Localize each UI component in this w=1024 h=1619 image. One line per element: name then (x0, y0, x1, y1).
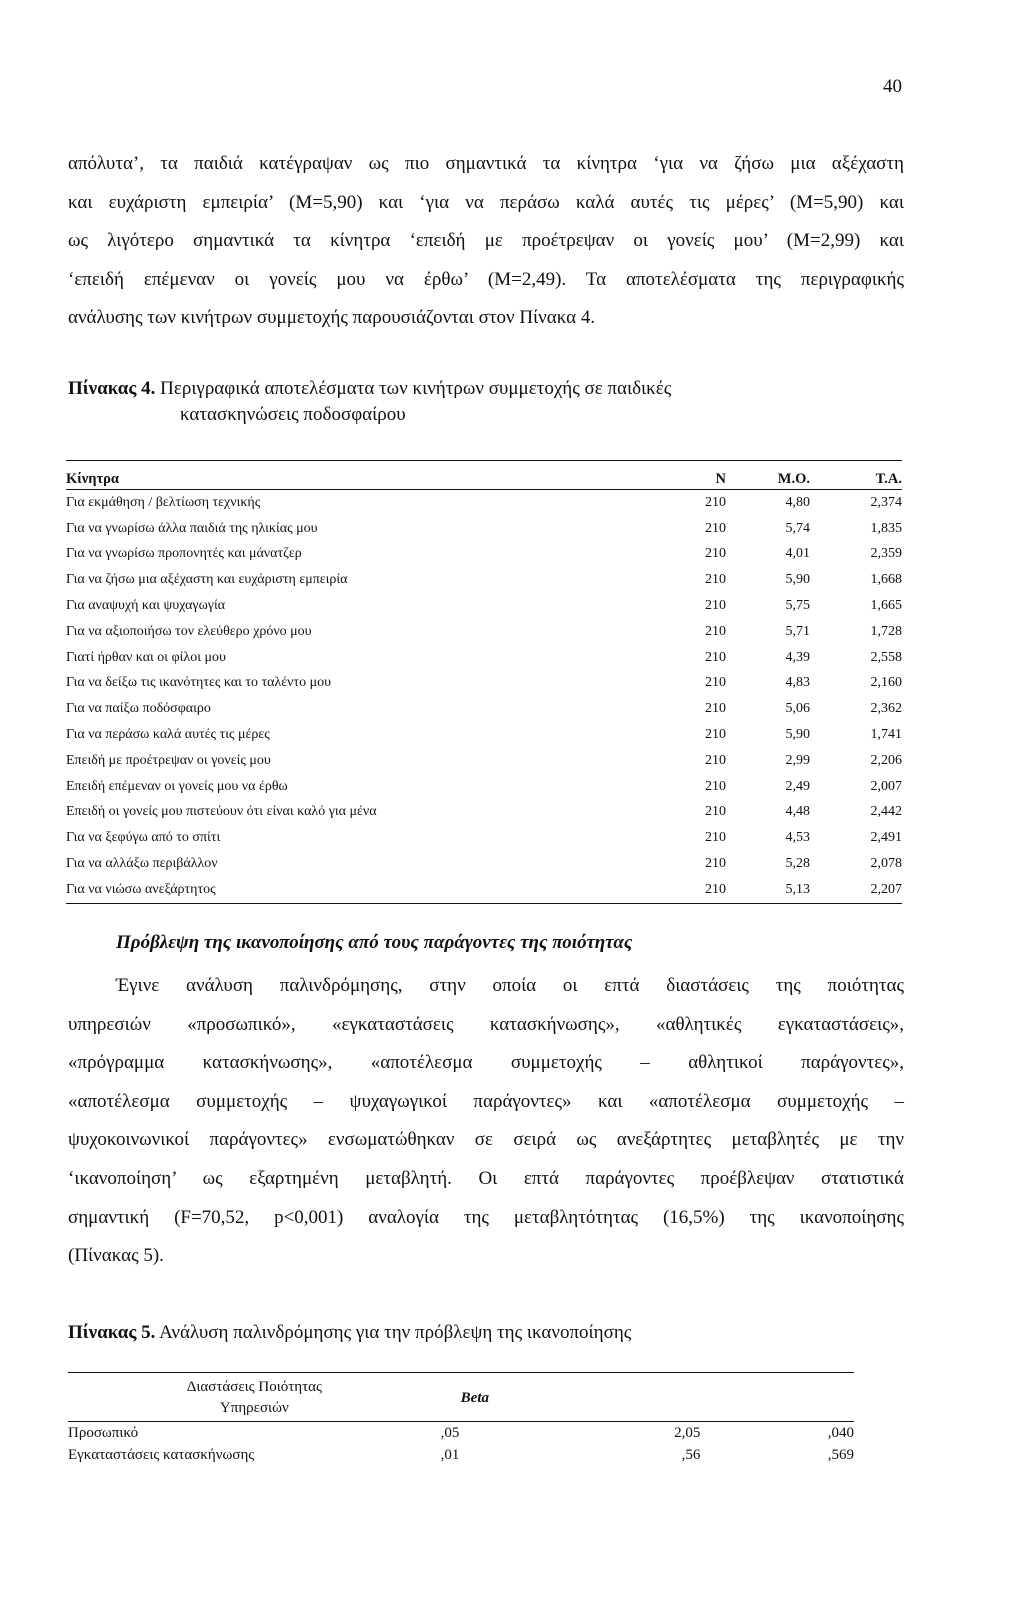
cell-n: 210 (705, 752, 726, 768)
cell-mean: 2,49 (785, 778, 810, 794)
cell-motive: Για να γνωρίσω άλλα παιδιά της ηλικίας μου (66, 520, 318, 536)
text-line: ψυχοκοινωνικοί παράγοντες» ενσωματώθηκαν σε σειρά ως ανεξάρτητες μεταβλητές με την (68, 1129, 904, 1151)
table4-caption-line1: Περιγραφικά αποτελέσματα των κινήτρων συμμετοχής σε παιδικές (160, 378, 672, 399)
cell-sd: 2,558 (870, 649, 902, 665)
text-line: «πρόγραμμα κατασκήνωσης», «αποτέλεσμα συμμετοχής – αθλητικοί παράγοντες», (68, 1052, 904, 1074)
paragraph-motives-summary (68, 145, 904, 338)
cell-motive: Για να αξιοποιήσω τον ελεύθερο χρόνο μου (66, 623, 312, 639)
table-row (66, 800, 902, 826)
cell-n: 210 (705, 804, 726, 820)
cell-p: ,569 (827, 1446, 854, 1463)
cell-n: 210 (705, 778, 726, 794)
cell-mean: 4,53 (785, 830, 810, 846)
cell-motive: Για εκμάθηση / βελτίωση τεχνικής (66, 494, 261, 510)
cell-n: 210 (705, 727, 726, 743)
cell-sd: 2,359 (870, 546, 902, 562)
page-number: 40 (883, 76, 902, 97)
cell-sd: 2,442 (870, 804, 902, 820)
text-line: (Πίνακας 5). (68, 1245, 164, 1267)
cell-motive: Γιατί ήρθαν και οι φίλοι μου (66, 649, 226, 665)
header-sd: Τ.Α. (810, 461, 902, 490)
cell-n: 210 (705, 546, 726, 562)
cell-n: 210 (705, 830, 726, 846)
cell-n: 210 (705, 572, 726, 588)
cell-motive: Για να νιώσω ανεξάρτητος (66, 877, 666, 903)
cell-mean: 4,01 (785, 546, 810, 562)
cell-motive: Επειδή επέμεναν οι γονείς μου να έρθω (66, 778, 288, 794)
cell-mean: 5,28 (785, 856, 810, 872)
section-title: Πρόβλεψη της ικανοποίησης από τους παράγοντες της ποιότητας (116, 932, 633, 953)
text-line: ως λιγότερο σημαντικά τα κίνητρα ‘επειδή με προέτρεψαν οι γονείς μου’ (Μ=2,99) και (68, 230, 904, 252)
cell-n: 210 (705, 623, 726, 639)
text-line: ‘ικανοποίηση’ ως εξαρτημένη μεταβλητή. Οι επτά παράγοντες προέβλεψαν στατιστικά (68, 1167, 904, 1189)
header-dimensions-line1: Διαστάσεις Ποιότητας (186, 1379, 322, 1395)
table-row (66, 671, 902, 697)
cell-n: 210 (705, 520, 726, 536)
table5-caption-text: Ανάλυση παλινδρόμησης για την πρόβλεψη της ικανοποίησης (159, 1322, 632, 1343)
text-line: ‘επειδή επέμεναν οι γονείς μου να έρθω’ (Μ=2,49). Τα αποτελέσματα της περιγραφικής (68, 268, 904, 290)
cell-sd: 1,741 (870, 727, 902, 743)
cell-motive: Για να γνωρίσω προπονητές και μάνατζερ (66, 546, 302, 562)
cell-n: 210 (705, 701, 726, 717)
table-row (68, 1444, 854, 1466)
table-row (66, 645, 902, 671)
cell-n: 210 (705, 649, 726, 665)
header-beta: Beta (441, 1373, 599, 1422)
cell-sd: 1,835 (870, 520, 902, 536)
cell-mean: 5,74 (785, 520, 810, 536)
cell-n: 210 (666, 877, 726, 903)
cell-motive: Για αναψυχή και ψυχαγωγία (66, 598, 226, 614)
cell-motive: Για να δείξω τις ικανότητες και το ταλέντο μου (66, 675, 332, 691)
text-line: υπηρεσιών «προσωπικό», «εγκαταστάσεις κατασκήνωσης», «αθλητικές εγκαταστάσεις», (68, 1013, 904, 1035)
table-row (66, 851, 902, 877)
cell-beta: ,05 (440, 1424, 460, 1441)
cell-sd: 1,728 (870, 623, 902, 639)
cell-dimension: Εγκαταστάσεις κατασκήνωσης (68, 1446, 255, 1463)
table-row (66, 490, 902, 516)
table4-label: Πίνακας 4. (68, 378, 156, 399)
table5-caption (68, 1322, 631, 1344)
table-row (66, 619, 902, 645)
cell-mean: 4,80 (785, 494, 810, 510)
text-line: απόλυτα’, τα παιδιά κατέγραψαν ως πιο σημαντικά τα κίνητρα ‘για να ζήσω μια αξέχαστη (68, 153, 904, 174)
text-line: Έγινε ανάλυση παλινδρόμησης, στην οποία οι επτά διαστάσεις της ποιότητας (116, 975, 904, 996)
cell-t: ,56 (681, 1446, 701, 1463)
cell-motive: Για να περάσω καλά αυτές τις μέρες (66, 727, 270, 743)
table-header-row (68, 1373, 854, 1422)
header-dimensions-line2: Υπηρεσιών (219, 1400, 289, 1416)
cell-mean: 5,06 (785, 701, 810, 717)
cell-sd: 1,665 (870, 598, 902, 614)
cell-sd: 2,160 (870, 675, 902, 691)
cell-sd: 2,078 (870, 856, 902, 872)
table4-caption (68, 376, 904, 428)
cell-mean: 5,90 (785, 572, 810, 588)
table-row (66, 516, 902, 542)
cell-motive: Επειδή με προέτρεψαν οι γονείς μου (66, 752, 271, 768)
table4-motives (66, 460, 902, 904)
cell-sd: 1,668 (870, 572, 902, 588)
header-dimensions (68, 1373, 441, 1422)
table-row (66, 877, 902, 903)
cell-mean: 5,90 (785, 727, 810, 743)
header-mean: Μ.Ο. (726, 461, 810, 490)
cell-motive: Για να παίξω ποδόσφαιρο (66, 701, 211, 717)
cell-n: 210 (705, 598, 726, 614)
table-row (66, 825, 902, 851)
cell-mean: 4,48 (785, 804, 810, 820)
cell-beta: ,01 (440, 1446, 460, 1463)
text-line: ανάλυσης των κινήτρων συμμετοχής παρουσιάζονται στον Πίνακα 4. (68, 307, 596, 329)
text-line: «αποτέλεσμα συμμετοχής – ψυχαγωγικοί παράγοντες» και «αποτέλεσμα συμμετοχής – (68, 1090, 904, 1112)
cell-mean: 2,99 (785, 752, 810, 768)
cell-sd: 2,491 (870, 830, 902, 846)
cell-sd: 2,362 (870, 701, 902, 717)
table-row (66, 696, 902, 722)
table-row (66, 748, 902, 774)
header-motive: Κίνητρα (66, 461, 666, 490)
table5-regression (68, 1372, 854, 1466)
table-header-row (66, 461, 902, 490)
cell-n: 210 (705, 494, 726, 510)
header-t-blank (599, 1373, 701, 1422)
cell-motive: Για να ζήσω μια αξέχαστη και ευχάριστη εμπειρία (66, 572, 348, 588)
cell-sd: 2,207 (810, 877, 902, 903)
cell-n: 210 (705, 856, 726, 872)
cell-motive: Για να αλλάξω περιβάλλον (66, 856, 218, 872)
table-row (66, 567, 902, 593)
cell-motive: Για να ξεφύγω από το σπίτι (66, 830, 221, 846)
cell-motive: Επειδή οι γονείς μου πιστεύουν ότι είναι καλό για μένα (66, 804, 377, 820)
table-row (66, 593, 902, 619)
paragraph-regression (68, 967, 904, 1276)
table-row (66, 722, 902, 748)
cell-sd: 2,007 (870, 778, 902, 794)
table4-caption-line2: κατασκηνώσεις ποδοσφαίρου (180, 404, 406, 425)
text-line: σημαντική (F=70,52, p<0,001) αναλογία της μεταβλητότητας (16,5%) της ικανοποίησης (68, 1206, 904, 1228)
table5-label: Πίνακας 5. (68, 1322, 156, 1343)
cell-sd: 2,374 (870, 494, 902, 510)
cell-mean: 4,83 (785, 675, 810, 691)
cell-dimension: Προσωπικό (68, 1424, 139, 1441)
table-row (66, 774, 902, 800)
cell-mean: 5,13 (726, 877, 810, 903)
cell-sd: 2,206 (870, 752, 902, 768)
cell-n: 210 (705, 675, 726, 691)
cell-p: ,040 (827, 1424, 854, 1441)
table-row (68, 1422, 854, 1445)
cell-t: 2,05 (674, 1424, 701, 1441)
cell-mean: 4,39 (785, 649, 810, 665)
cell-mean: 5,71 (785, 623, 810, 639)
header-n: N (666, 461, 726, 490)
table-row (66, 542, 902, 568)
cell-mean: 5,75 (785, 598, 810, 614)
text-line: και ευχάριστη εμπειρία’ (Μ=5,90) και ‘για να περάσω καλά αυτές τις μέρες’ (Μ=5,90) και (68, 191, 904, 213)
header-p-blank (700, 1373, 854, 1422)
